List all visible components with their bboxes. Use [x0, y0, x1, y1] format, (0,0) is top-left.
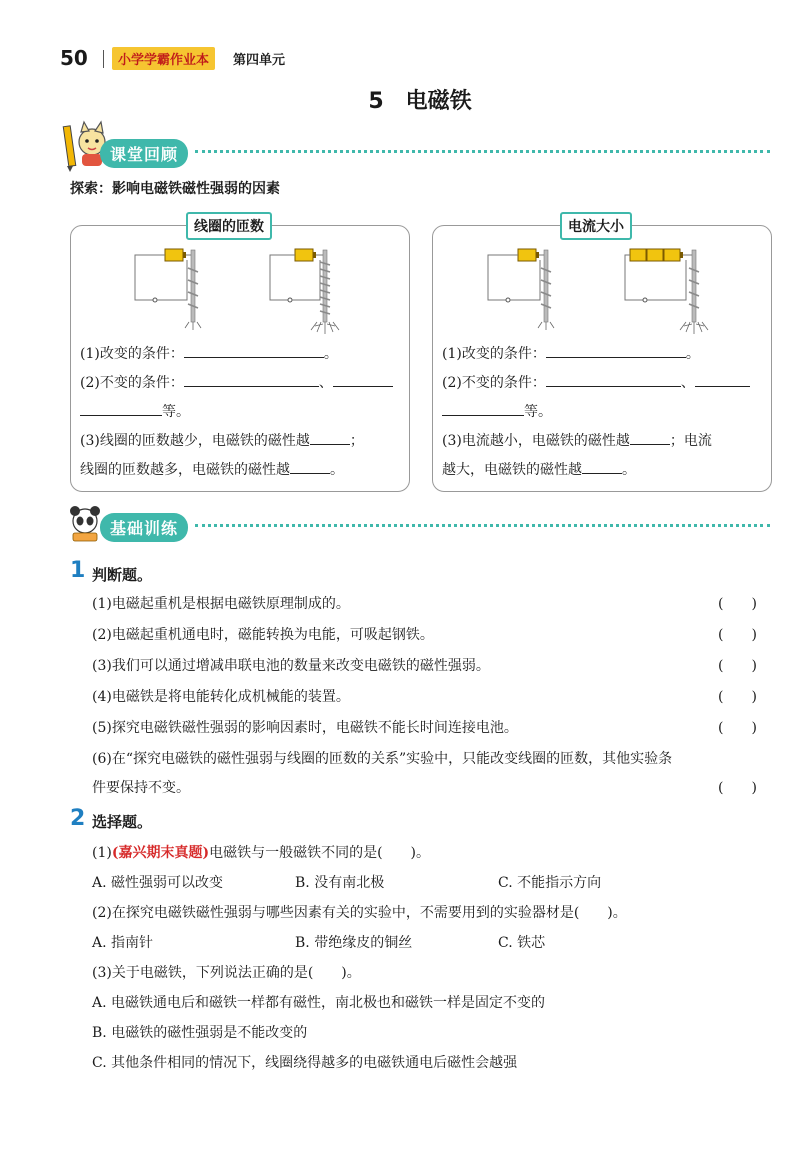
practice-banner: 基础训练: [100, 513, 188, 542]
turns-diagram: [125, 240, 365, 335]
review-banner: 课堂回顾: [100, 139, 188, 168]
q1-item-6: (6)在“探究电磁铁的磁性强弱与线圈的匝数的关系”实验中，只能改变线圈的匝数，其他实验条: [92, 751, 673, 767]
answer-blank[interactable]: [184, 386, 319, 387]
q1-answer-6[interactable]: ( ): [718, 780, 757, 796]
exam-source-tag: (嘉兴期末真题): [111, 845, 210, 861]
q2-sub-2-option-a[interactable]: A. 指南针: [92, 935, 154, 951]
q2-sub-3-option-c[interactable]: C. 其他条件相同的情况下，线圈绕得越多的电磁铁通电后磁性会越强: [92, 1055, 518, 1071]
current-diagram: [478, 240, 738, 335]
q1-item-3: (3)我们可以通过增减串联电池的数量来改变电磁铁的磁性强弱。: [92, 658, 490, 674]
current-line-2: (2)不变的条件： 、: [442, 369, 750, 398]
unit-label: 第四单元: [233, 53, 286, 68]
explore-heading: 探索：影响电磁铁磁性强弱的因素: [70, 181, 280, 197]
q1-item-1: (1)电磁起重机是根据电磁铁原理制成的。: [92, 596, 350, 612]
answer-blank[interactable]: [546, 386, 681, 387]
turns-line-3: 等。: [80, 398, 190, 427]
q2-sub-3-option-b[interactable]: B. 电磁铁的磁性强弱是不能改变的: [92, 1025, 308, 1041]
header-divider: [103, 50, 104, 68]
current-line-4: (3)电流越小，电磁铁的磁性越 ；电流: [442, 433, 712, 449]
q1-title: 判断题。: [92, 566, 153, 584]
current-line-5: 越大，电磁铁的磁性越 。: [442, 462, 636, 478]
q1-item-6-cont: 件要保持不变。: [92, 780, 190, 796]
q2-sub-2: (2)在探究电磁铁磁性强弱与哪些因素有关的实验中，不需要用到的实验器材是( )。: [92, 905, 627, 921]
answer-blank[interactable]: [290, 473, 330, 474]
answer-blank[interactable]: [80, 415, 162, 416]
series-badge: 小学学霸作业本: [112, 47, 215, 70]
answer-blank[interactable]: [546, 357, 686, 358]
q2-sub-3: (3)关于电磁铁，下列说法正确的是( )。: [92, 965, 361, 981]
turns-line-5: 线圈的匝数越多，电磁铁的磁性越 。: [80, 462, 344, 478]
practice-divider: [195, 524, 770, 527]
turns-line-4: (3)线圈的匝数越少，电磁铁的磁性越 ；: [80, 433, 364, 449]
q1-answer-2[interactable]: ( ): [718, 627, 757, 643]
lesson-title: 5 电磁铁: [368, 89, 472, 114]
current-box-title: 电流大小: [560, 212, 632, 240]
answer-blank[interactable]: [310, 444, 350, 445]
q1-answer-1[interactable]: ( ): [718, 596, 757, 612]
q1-number: 1: [70, 558, 86, 583]
page-number: 50: [60, 46, 88, 70]
answer-blank[interactable]: [184, 357, 324, 358]
turns-line-1: (1)改变的条件： 。: [80, 346, 338, 362]
q1-item-4: (4)电磁铁是将电能转化成机械能的装置。: [92, 689, 350, 705]
turns-box-title: 线圈的匝数: [186, 212, 272, 240]
q2-sub-1-option-b[interactable]: B. 没有南北极: [295, 875, 385, 891]
q2-sub-1-option-c[interactable]: C. 不能指示方向: [498, 875, 602, 891]
q2-sub-1-option-a[interactable]: A. 磁性强弱可以改变: [92, 875, 224, 891]
answer-blank[interactable]: [442, 415, 524, 416]
answer-blank[interactable]: [333, 386, 393, 387]
q1-answer-5[interactable]: ( ): [718, 720, 757, 736]
q1-answer-4[interactable]: ( ): [718, 689, 757, 705]
q2-title: 选择题。: [92, 813, 153, 831]
current-line-1: (1)改变的条件： 。: [442, 346, 700, 362]
answer-blank[interactable]: [695, 386, 750, 387]
panda-icon: [65, 503, 105, 543]
q2-sub-1: (1)(嘉兴期末真题)电磁铁与一般磁铁不同的是( )。: [92, 845, 431, 861]
q1-item-5: (5)探究电磁铁磁性强弱的影响因素时，电磁铁不能长时间连接电池。: [92, 720, 518, 736]
q1-item-2: (2)电磁起重机通电时，磁能转换为电能，可吸起钢铁。: [92, 627, 434, 643]
q2-number: 2: [70, 806, 86, 831]
q2-sub-2-option-c[interactable]: C. 铁芯: [498, 935, 546, 951]
q2-sub-3-option-a[interactable]: A. 电磁铁通电后和磁铁一样都有磁性，南北极也和磁铁一样是固定不变的: [92, 995, 546, 1011]
answer-blank[interactable]: [582, 473, 622, 474]
q1-answer-3[interactable]: ( ): [718, 658, 757, 674]
turns-line-2: (2)不变的条件： 、: [80, 369, 393, 398]
q2-sub-2-option-b[interactable]: B. 带绝缘皮的铜丝: [295, 935, 413, 951]
review-divider: [195, 150, 770, 153]
answer-blank[interactable]: [630, 444, 670, 445]
current-line-3: 等。: [442, 398, 552, 427]
